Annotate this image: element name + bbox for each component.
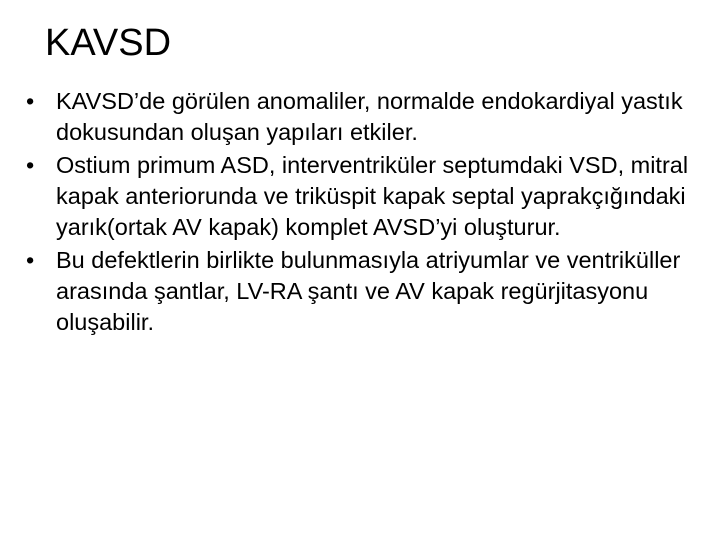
- bullet-icon: •: [26, 152, 35, 178]
- bullet-item-3: [26, 245, 700, 338]
- bullet-item-2: [26, 150, 700, 243]
- bullet-icon: •: [26, 88, 35, 114]
- bullet-list: [26, 86, 700, 340]
- bullet-text-1: KAVSD’de görülen anomaliler, normalde endokardiyal yastık dokusundan oluşan yapıları etkiler.: [56, 88, 683, 145]
- slide-title: KAVSD: [45, 22, 172, 64]
- bullet-text-3: Bu defektlerin birlikte bulunmasıyla atriyumlar ve ventriküller arasında şantlar, LV-RA şantı ve AV kapak regürjitasyonu oluşabilir.: [56, 247, 681, 335]
- bullet-text-2: Ostium primum ASD, interventriküler septumdaki VSD, mitral kapak anteriorunda ve triküspit kapak septal yaprakçığındaki yarık(ortak AV kapak) komplet AVSD’yi oluşturur.: [56, 152, 689, 240]
- bullet-icon: •: [26, 247, 35, 273]
- bullet-item-1: [26, 86, 700, 148]
